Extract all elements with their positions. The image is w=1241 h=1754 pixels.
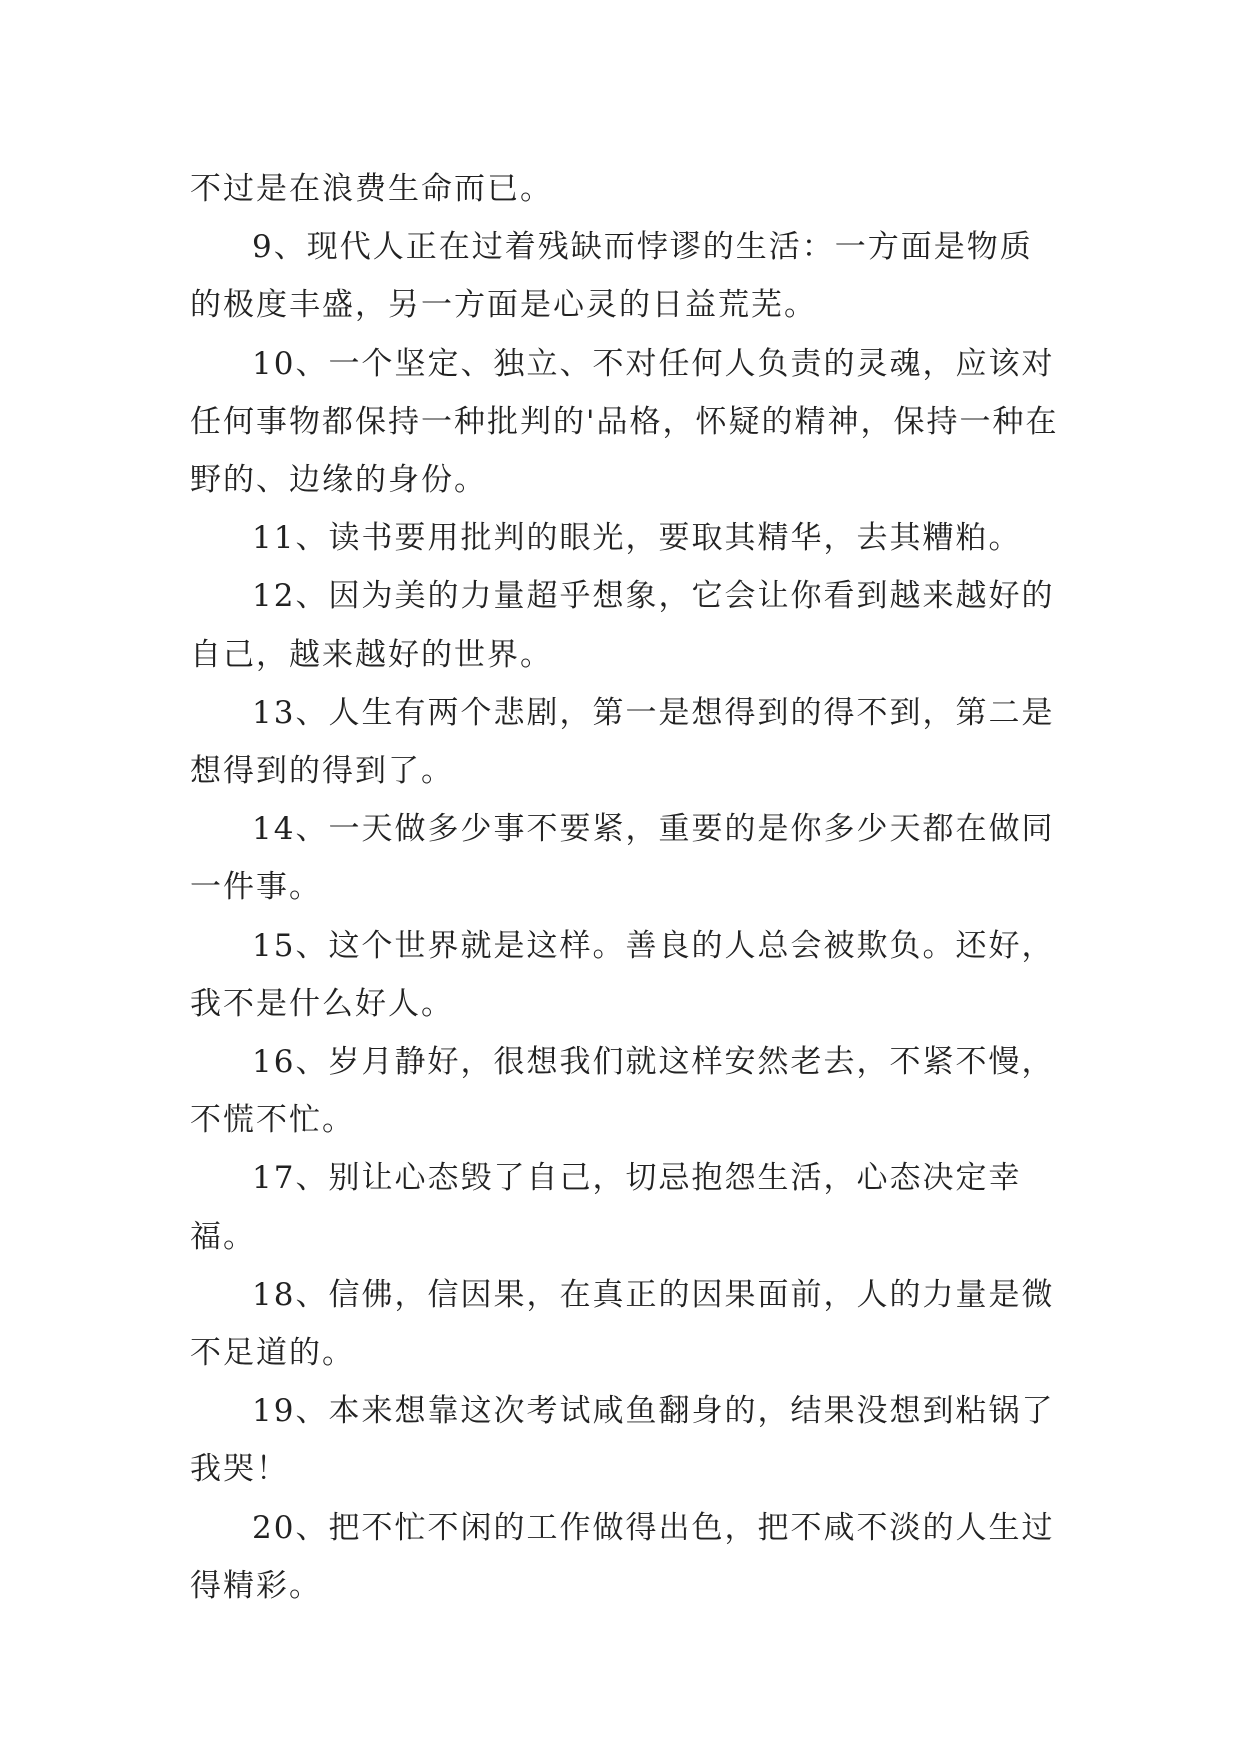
paragraph: 10、一个坚定、独立、不对任何人负责的灵魂，应该对任何事物都保持一种批判的'品格，怀疑的精神，保持一种在野的、边缘的身份。: [190, 345, 1059, 499]
paragraph: 17、别让心态毁了自己，切忌抱怨生活，心态决定幸福。: [190, 1160, 1022, 1255]
paragraph: 20、把不忙不闲的工作做得出色，把不咸不淡的人生过得精彩。: [190, 1509, 1055, 1604]
document-body: [190, 160, 1060, 1615]
paragraph: 11、读书要用批判的眼光，要取其精华，去其糟粕。: [252, 520, 1022, 557]
paragraph: 15、这个世界就是这样。善良的人总会被欺负。还好，我不是什么好人。: [190, 927, 1055, 1022]
paragraph: 13、人生有两个悲剧，第一是想得到的得不到，第二是想得到的得到了。: [190, 694, 1055, 790]
paragraph: 14、一天做多少事不要紧，重要的是你多少天都在做同一件事。: [190, 811, 1055, 906]
paragraph: 19、本来想靠这次考试咸鱼翻身的，结果没想到粘锅了我哭！: [190, 1393, 1055, 1488]
paragraph: 12、因为美的力量超乎想象，它会让你看到越来越好的自己，越来越好的世界。: [190, 578, 1055, 673]
paragraph: 18、信佛，信因果，在真正的因果面前，人的力量是微不足道的。: [190, 1276, 1055, 1372]
paragraph: 16、岁月静好，很想我们就这样安然老去，不紧不慢，不慌不忙。: [190, 1044, 1055, 1139]
paragraph: 不过是在浪费生命而已。: [190, 171, 553, 207]
paragraph: 9、现代人正在过着残缺而悖谬的生活：一方面是物质的极度丰盛，另一方面是心灵的日益荒芜。: [190, 229, 1033, 324]
